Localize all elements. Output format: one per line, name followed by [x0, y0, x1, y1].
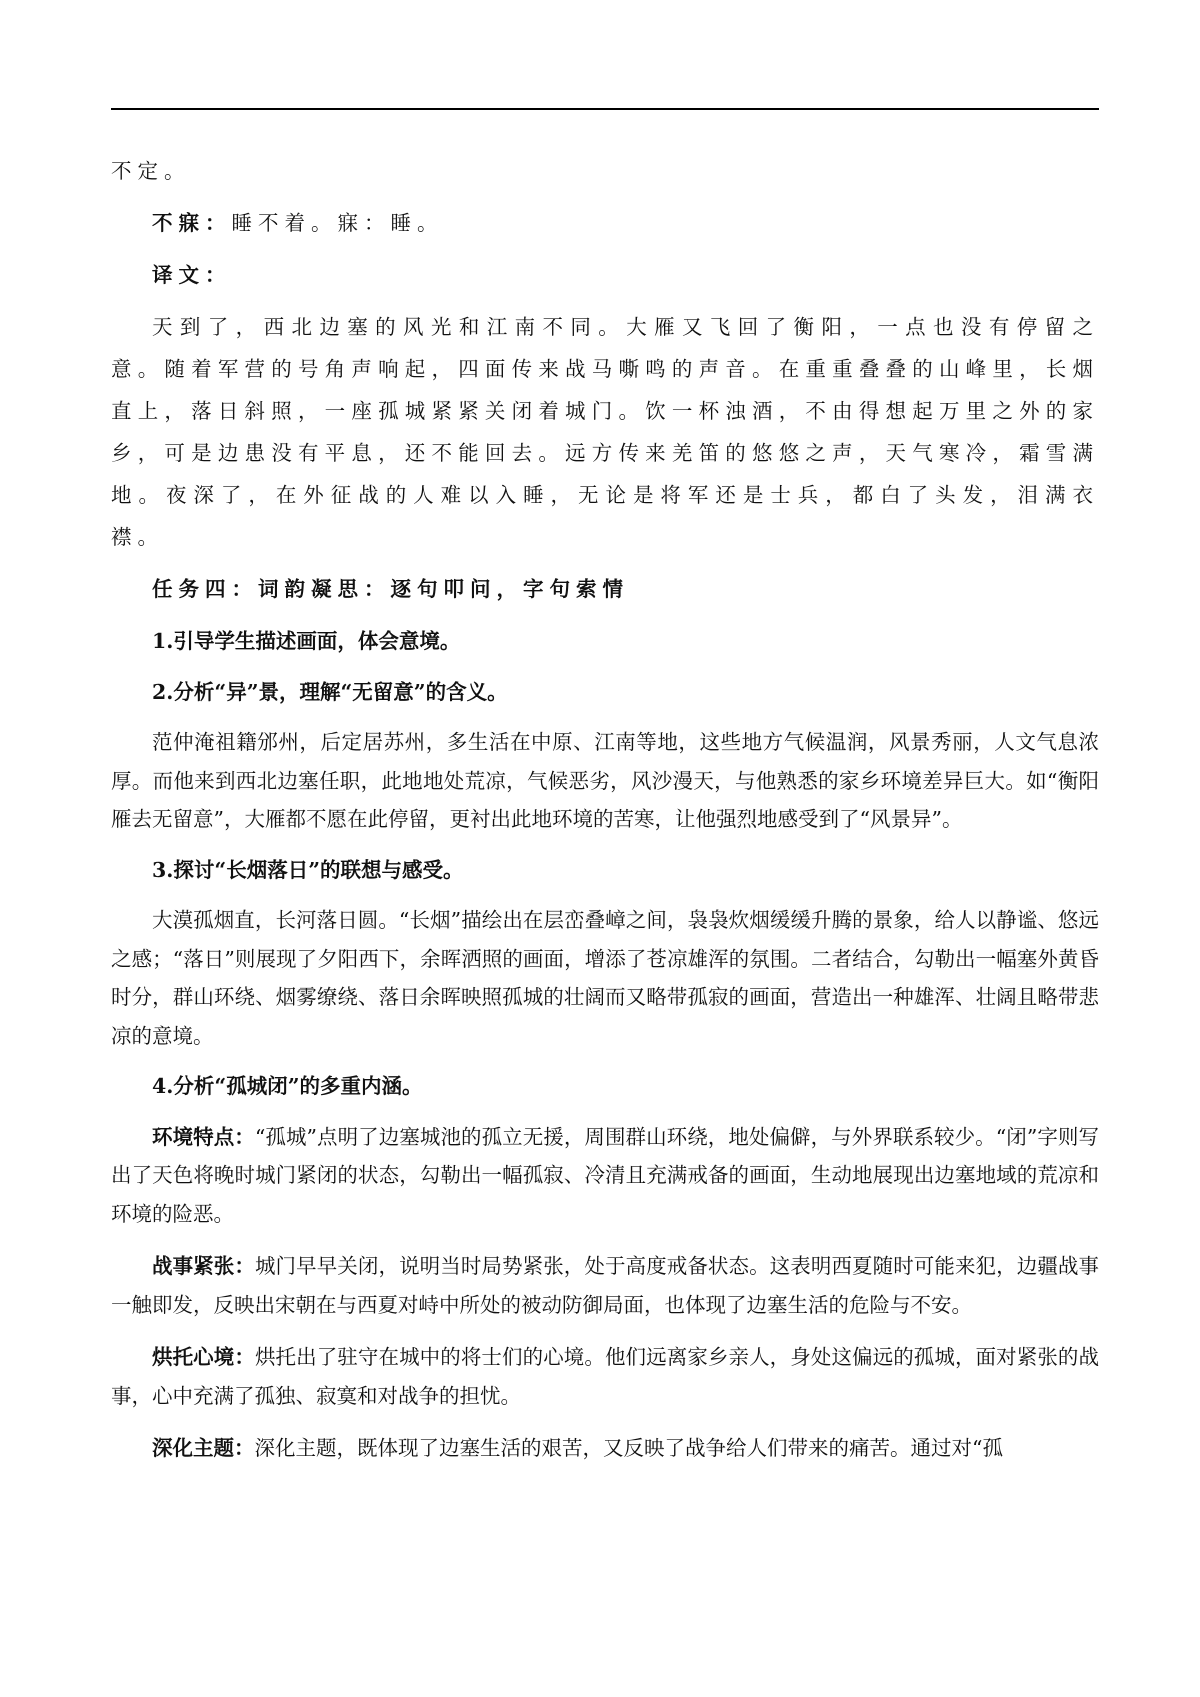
paragraph-text: 烘托出了驻守在城中的将士们的心境。他们远离家乡亲人，身处这偏远的孤城，面对紧张的战事，心中充满了孤独、寂寞和对战争的担忧。 — [111, 1345, 1100, 1408]
term-label: 环境特点： — [152, 1124, 255, 1149]
paragraph-continuation — [111, 150, 1099, 192]
environment-paragraph — [111, 1118, 1099, 1234]
paragraph-text: “孤城”点明了边塞城池的孤立无援，周围群山环绕，地处偏僻，与外界联系较少。“闭”字则写出了天色将晚时城门紧闭的状态，勾勒出一幅孤寂、冷清且充满戒备的画面，生动地展现出边塞地域的荒凉和环境的险恶。 — [111, 1124, 1099, 1226]
term-label: 不寐： — [152, 211, 232, 235]
step-1-heading: 1.引导学生描述画面，体会意境。 — [152, 629, 461, 653]
term-label: 烘托心境： — [152, 1345, 255, 1369]
paragraph-text: 城门早早关闭，说明当时局势紧张，处于高度戒备状态。这表明西夏随时可能来犯，边疆战事一触即发，反映出宋朝在与西夏对峙中所处的被动防御局面，也体现了边塞生活的危险与不安。 — [111, 1254, 1100, 1317]
term-definition: 睡不着。寐：睡。 — [231, 211, 444, 235]
theme-paragraph — [111, 1429, 1099, 1468]
term-label: 战事紧张： — [152, 1254, 255, 1278]
step-3-heading: 3.探讨“长烟落日”的联想与感受。 — [152, 857, 464, 882]
translation-heading: 译文： — [152, 263, 232, 287]
step-2-paragraph: 范仲淹祖籍邠州，后定居苏州，多生活在中原、江南等地，这些地方气候温润，风景秀丽，人文气息浓厚。而他来到西北边塞任职，此地地处荒凉，气候恶劣，风沙漫天，与他熟悉的家乡环境差异巨大。如“衡阳雁去无留意”，大雁都不愿在此停留，更衬出此地环境的苦寒，让他强烈地感受到了“风景异”。 — [111, 730, 1099, 831]
mood-paragraph — [111, 1338, 1099, 1415]
annotation-bumei — [111, 202, 1099, 244]
step-2-heading: 2.分析“异”景，理解“无留意”的含义。 — [152, 679, 508, 704]
header-rule — [111, 108, 1099, 110]
task-four-heading: 任务四：词韵凝思：逐句叩问，字句索情 — [152, 577, 629, 601]
document-body — [111, 150, 1099, 1468]
translation-text: 天到了，西北边塞的风光和江南不同。大雁又飞回了衡阳，一点也没有停留之意。随着军营的号角声响起，四面传来战马嘶鸣的声音。在重重叠叠的山峰里，长烟直上，落日斜照，一座孤城紧紧关闭着城门。饮一杯浊酒，不由得想起万里之外的家乡，可是边患没有平息，还不能回去。远方传来羌笛的悠悠之声，天气寒冷，霜雪满地。夜深了，在外征战的人难以入睡，无论是将军还是士兵，都白了头发，泪满衣襟。 — [111, 315, 1099, 549]
paragraph-text: 不定。 — [111, 159, 191, 183]
war-tension-paragraph — [111, 1247, 1099, 1324]
step-4-heading: 4.分析“孤城闭”的多重内涵。 — [152, 1074, 423, 1098]
paragraph-text: 深化主题，既体现了边塞生活的艰苦，又反映了战争给人们带来的痛苦。通过对“孤 — [254, 1436, 1003, 1460]
step-3-paragraph: 大漠孤烟直，长河落日圆。“长烟”描绘出在层峦叠嶂之间，袅袅炊烟缓缓升腾的景象，给人以静谧、悠远之感；“落日”则展现了夕阳西下，余晖洒照的画面，增添了苍凉雄浑的氛围。二者结合，勾勒出一幅塞外黄昏时分，群山环绕、烟雾缭绕、落日余晖映照孤城的壮阔而又略带孤寂的画面，营造出一种雄浑、壮阔且略带悲凉的意境。 — [111, 908, 1099, 1048]
term-label: 深化主题： — [152, 1436, 255, 1460]
